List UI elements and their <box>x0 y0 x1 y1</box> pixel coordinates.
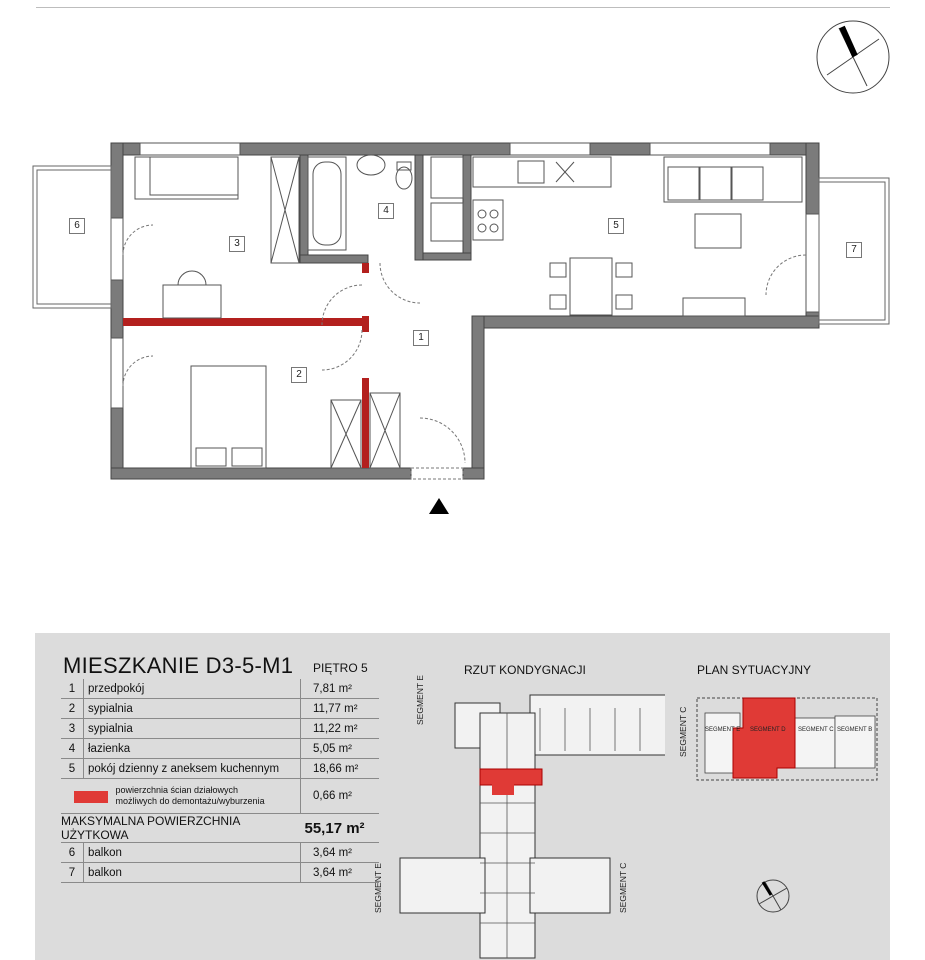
info-panel <box>35 633 890 960</box>
legend-row <box>61 779 379 814</box>
room-number-6: 6 <box>69 218 85 234</box>
row-name: balkon <box>84 863 301 883</box>
segment-label: SEGMENT E <box>415 675 425 725</box>
room-number-7: 7 <box>846 242 862 258</box>
legend-text-1: powierzchnia ścian działowych <box>115 785 239 795</box>
rooms-table <box>61 679 379 883</box>
wall-bedroom3-bath <box>300 155 308 263</box>
demolishable-wall-horizontal <box>123 318 368 326</box>
row-name: sypialnia <box>84 719 301 739</box>
room-number-5: 5 <box>608 218 624 234</box>
wall-bath-bottom <box>300 255 368 263</box>
segment-label: SEGMENT D <box>750 727 786 733</box>
wall-corridor-east <box>472 316 484 479</box>
wall-south-living <box>472 316 819 328</box>
table-row <box>61 843 379 863</box>
segment-label: SEGMENT C <box>618 862 628 913</box>
table-row <box>61 739 379 759</box>
rzut-header: RZUT KONDYGNACJI <box>464 663 586 677</box>
row-area: 5,05 m² <box>301 739 380 759</box>
wall-south-east <box>463 468 484 479</box>
total-label: MAKSYMALNA POWIERZCHNIA UŻYTKOWA <box>61 814 301 843</box>
segment-label: SEGMENT C <box>678 706 688 757</box>
apartment-title: MIESZKANIE D3-5-M1 <box>63 653 294 678</box>
small-compass-icon <box>753 876 793 916</box>
row-name: przedpokój <box>84 679 301 699</box>
legend-text-2: możliwych do demontażu/wyburzenia <box>115 796 265 806</box>
wall-bath-bottom2 <box>423 253 471 260</box>
plan-header: PLAN SYTUACYJNY <box>697 663 812 677</box>
apartment-highlight <box>480 769 542 785</box>
row-area: 7,81 m² <box>301 679 380 699</box>
row-name: balkon <box>84 843 301 863</box>
wall-south-west <box>111 468 411 479</box>
total-value: 55,17 m² <box>304 819 365 837</box>
table-row <box>61 759 379 779</box>
total-row <box>61 814 379 843</box>
segment-label: SEGMENT E <box>373 863 383 913</box>
room-number-4: 4 <box>378 203 394 219</box>
room-number-2: 2 <box>291 367 307 383</box>
row-area: 11,77 m² <box>301 699 380 719</box>
segment-label: SEGMENT E <box>705 727 741 733</box>
legend-swatch <box>74 791 108 803</box>
row-area: 18,66 m² <box>301 759 380 779</box>
row-area: 3,64 m² <box>301 843 380 863</box>
row-num: 4 <box>61 739 84 759</box>
floor-label: PIĘTRO 5 <box>313 661 368 675</box>
demolishable-wall-stub1 <box>362 263 369 273</box>
row-name: łazienka <box>84 739 301 759</box>
demolishable-wall-vertical <box>362 378 369 468</box>
table-row <box>61 863 379 883</box>
demolishable-wall-stub2 <box>362 316 369 332</box>
row-name: pokój dzienny z aneksem kuchennym <box>84 759 301 779</box>
row-num: 6 <box>61 843 84 863</box>
room-number-3: 3 <box>229 236 245 252</box>
table-row <box>61 699 379 719</box>
row-num: 5 <box>61 759 84 779</box>
wall-west <box>111 143 123 479</box>
segment-label: SEGMENT C <box>798 727 834 733</box>
row-num: 3 <box>61 719 84 739</box>
table-row <box>61 679 379 699</box>
table-row <box>61 719 379 739</box>
row-num: 7 <box>61 863 84 883</box>
room-number-1: 1 <box>413 330 429 346</box>
row-num: 1 <box>61 679 84 699</box>
row-area: 11,22 m² <box>301 719 380 739</box>
row-area: 3,64 m² <box>301 863 380 883</box>
legend-area: 0,66 m² <box>301 779 380 814</box>
site-plan <box>695 688 885 788</box>
entrance-arrow-icon <box>429 498 449 514</box>
segment-label: SEGMENT B <box>837 727 873 733</box>
wall-bath-right <box>415 155 423 260</box>
row-name: sypialnia <box>84 699 301 719</box>
wall-kitchen-left <box>463 155 471 260</box>
row-num: 2 <box>61 699 84 719</box>
